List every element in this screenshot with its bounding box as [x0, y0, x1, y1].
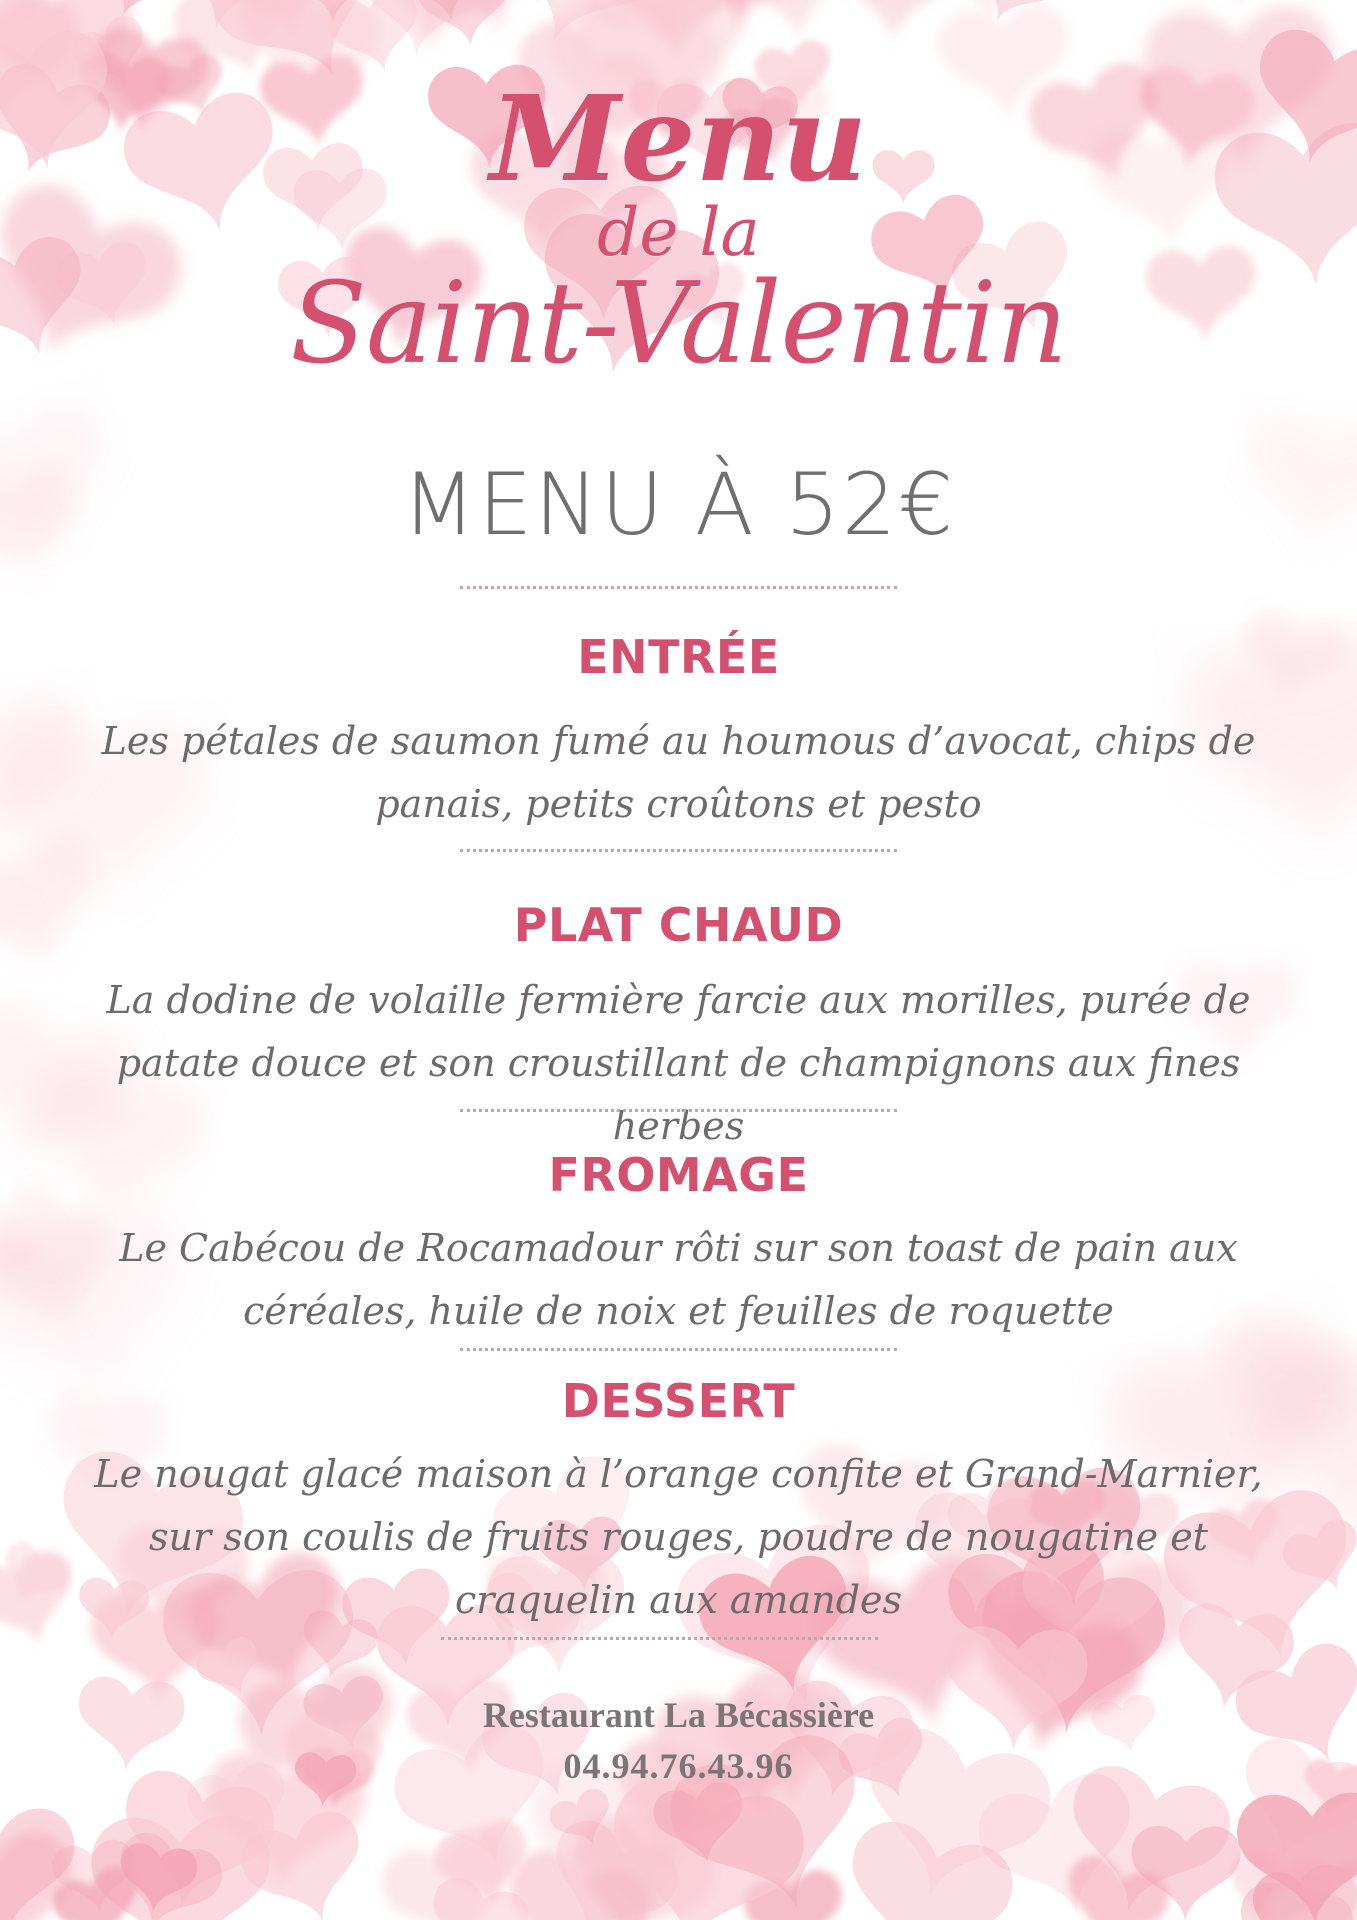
course-description-fromage: Le Cabécou de Rocamadour rôti sur son toast de pain aux céréales, huile de noix et feuilles de roquette	[119, 1226, 1238, 1333]
course-title-fromage: FROMAGE	[548, 1148, 809, 1202]
separator	[460, 1109, 897, 1112]
separator	[460, 586, 897, 589]
restaurant-name: Restaurant La Bécassière	[482, 1695, 875, 1735]
restaurant-phone: 04.94.76.43.96	[563, 1746, 794, 1786]
title-de-la: de la	[597, 194, 760, 271]
title-saint-valentin: Saint-Valentin	[290, 259, 1067, 389]
course-description-plat-chaud: La dodine de volaille fermière farcie aux morilles, purée de patate douce et son croustillant de champignons aux fines herbes	[106, 978, 1251, 1148]
course-title-dessert: DESSERT	[561, 1374, 796, 1428]
course-description-dessert: Le nougat glacé maison à l’orange confite et Grand-Marnier, sur son coulis de fruits rouges, poudre de nougatine et craquelin aux amandes	[94, 1452, 1263, 1622]
course-title-entree: ENTRÉE	[577, 630, 780, 684]
course-title-plat-chaud: PLAT CHAUD	[513, 898, 844, 952]
title-menu: Menu	[489, 69, 868, 208]
separator	[460, 849, 897, 852]
course-description-entree: Les pétales de saumon fumé au houmous d’avocat, chips de panais, petits croûtons et pesto	[101, 719, 1256, 826]
separator	[441, 1637, 878, 1640]
separator	[460, 1348, 897, 1351]
menu-price: MENU À 52€	[401, 455, 956, 555]
